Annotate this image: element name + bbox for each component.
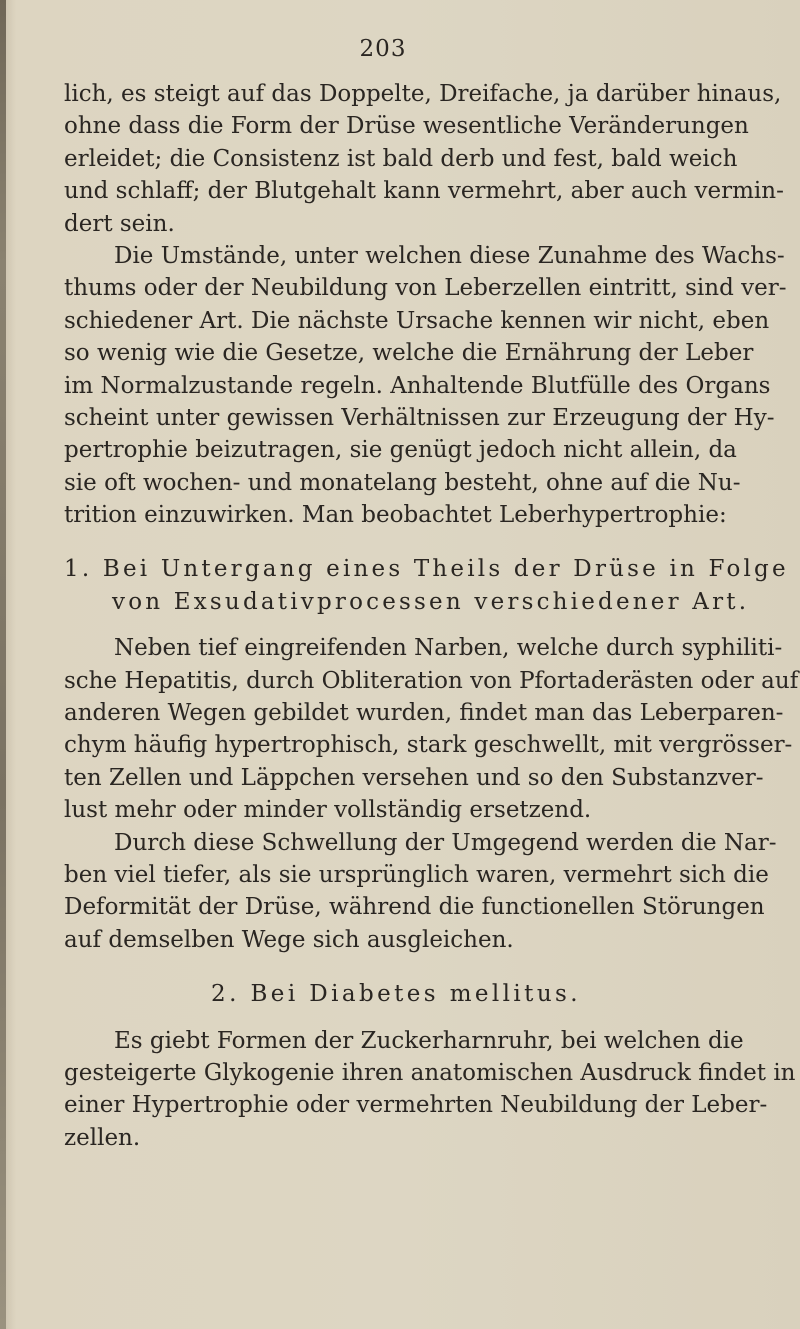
text-line: ben viel tiefer, als sie ursprünglich waren, vermehrt sich die (64, 861, 769, 888)
text-line: einer Hypertrophie oder vermehrten Neubildung der Leber- (64, 1092, 768, 1119)
text-line: chym häufig hypertrophisch, stark geschwellt, mit vergrösser- (64, 732, 793, 759)
text-line: sche Hepatitis, durch Obliteration von Pfortaderästen oder auf (64, 667, 799, 694)
text-line: Durch diese Schwellung der Umgegend werden die Nar- (114, 829, 777, 856)
heading-line: von Exsudativprocessen verschiedener Art. (112, 588, 750, 615)
text-line: gesteigerte Glykogenie ihren anatomischen Ausdruck findet in (64, 1059, 796, 1086)
text-line: schiedener Art. Die nächste Ursache kennen wir nicht, eben (64, 307, 770, 334)
heading-line: 2. Bei Diabetes mellitus. (211, 981, 581, 1008)
paragraph-5 (64, 1025, 796, 1155)
text-line: Deformität der Drüse, während die functionellen Störungen (64, 894, 765, 921)
text-line: thums oder der Neubildung von Leberzellen eintritt, sind ver- (64, 275, 787, 302)
text-line: ohne dass die Form der Drüse wesentliche Veränderungen (64, 113, 749, 140)
text-line: anderen Wegen gebildet wurden, findet man das Leberparen- (64, 700, 784, 727)
text-line: scheint unter gewissen Verhältnissen zur Erzeugung der Hy- (64, 404, 775, 431)
text-line: im Normalzustande regeln. Anhaltende Blutfülle des Organs (64, 372, 771, 399)
page-gutter-shadow (0, 0, 6, 1329)
page-body (64, 78, 799, 1154)
text-line: lust mehr oder minder vollständig ersetzend. (64, 797, 592, 824)
paragraph-2 (64, 240, 787, 532)
text-line: erleidet; die Consistenz ist bald derb und fest, bald weich (64, 145, 738, 172)
text-line: so wenig wie die Gesetze, welche die Ernährung der Leber (64, 340, 754, 367)
text-line: Neben tief eingreifenden Narben, welche durch syphiliti- (114, 635, 783, 662)
text-line: ten Zellen und Läppchen versehen und so den Substanzver- (64, 764, 764, 791)
section-heading-2 (64, 978, 728, 1010)
text-line: Die Umstände, unter welchen diese Zunahme des Wachs- (114, 242, 785, 269)
text-line: dert sein. (64, 210, 175, 237)
paragraph-3 (64, 632, 799, 826)
text-line: sie oft wochen- und monatelang besteht, ohne auf die Nu- (64, 469, 741, 496)
paragraph-1 (64, 78, 784, 240)
text-line: und schlaff; der Blutgehalt kann vermehrt, aber auch vermin- (64, 178, 784, 205)
text-line: lich, es steigt auf das Doppelte, Dreifache, ja darüber hinaus, (64, 81, 782, 107)
text-line: Es giebt Formen der Zuckerharnruhr, bei welchen die (114, 1027, 744, 1054)
section-heading-1 (64, 553, 789, 618)
heading-line: 1. Bei Untergang eines Theils der Drüse in Folge (64, 556, 789, 583)
text-line: auf demselben Wege sich ausgleichen. (64, 926, 514, 953)
text-line: trition einzuwirken. Man beobachtet Leberhypertrophie: (64, 502, 727, 529)
page-number: 203 (359, 36, 407, 62)
text-line: pertrophie beizutragen, sie genügt jedoch nicht allein, da (64, 437, 737, 464)
paragraph-4 (64, 827, 777, 957)
text-line: zellen. (64, 1124, 141, 1151)
